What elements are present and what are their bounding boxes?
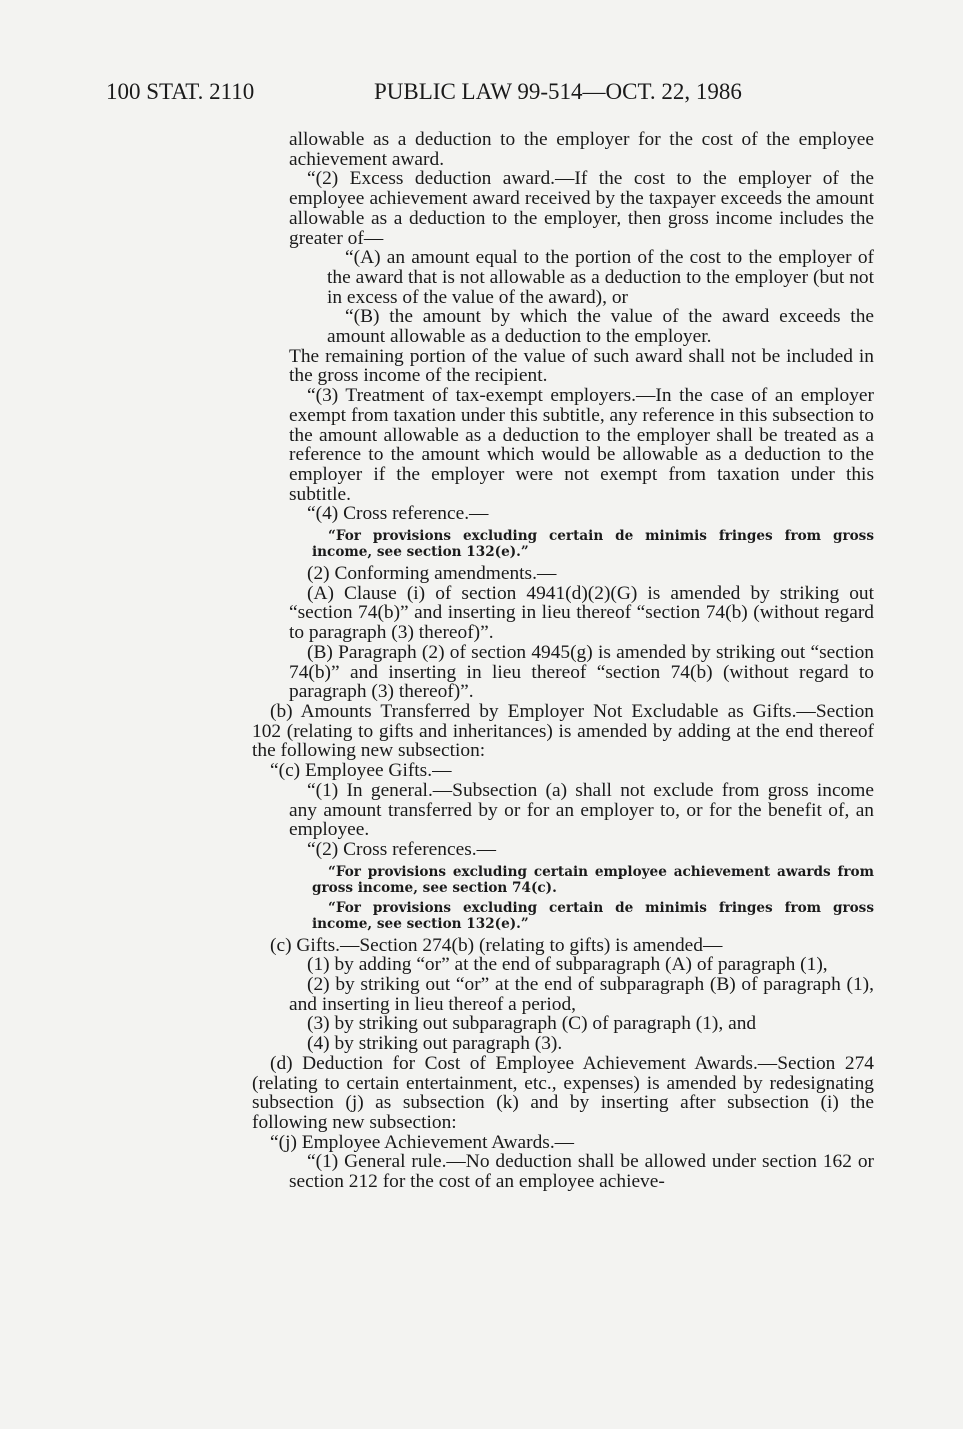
paragraph: “(c) Employee Gifts.— [270,760,452,782]
paragraph: (2) by striking out “or” at the end of subparagraph (B) of paragraph (1), and inserting in lieu thereof a period, [289,974,874,1015]
cross-reference-note: “For provisions excluding certain de minimis fringes from gross income, see section 132(e).” [312,528,874,561]
paragraph: “(4) Cross reference.— [307,503,489,525]
paragraph: “(3) Treatment of tax-exempt employers.—In the case of an employer exempt from taxation under this subtitle, any reference in this subsection to the amount allowable as a deduction to the employer shall be treated as a reference to the amount which would be allowable as a deduction to the employer if the employer were not exempt from taxation under this subtitle. [289,385,874,505]
document-body [252,130,874,1192]
paragraph: “(1) General rule.—No deduction shall be allowed under section 162 or section 212 for the cost of an employee achieve- [289,1151,874,1193]
paragraph: (4) by striking out paragraph (3). [307,1033,563,1055]
paragraph: (c) Gifts.—Section 274(b) (relating to gifts) is amended— [270,934,723,956]
public-law-title: PUBLIC LAW 99-514—OCT. 22, 1986 [374,79,742,104]
paragraph: (b) Amounts Transferred by Employer Not Excludable as Gifts.—Section 102 (relating to gifts and inheritances) is amended by adding at the end thereof the following new subsection: [252,700,874,762]
paragraph: The remaining portion of the value of such award shall not be included in the gross income of the recipient. [289,345,874,387]
paragraph: (2) Conforming amendments.— [307,563,557,585]
cross-reference-note: “For provisions excluding certain employee achievement awards from gross income, see section 74(c). [312,863,874,896]
paragraph: “(1) In general.—Subsection (a) shall not exclude from gross income any amount transferred by or for an employer to, or for the benefit of, an employee. [289,779,874,841]
paragraph: “(j) Employee Achievement Awards.— [270,1131,575,1153]
paragraph: “(A) an amount equal to the portion of the cost to the employer of the award that is not allowable as a deduction to the employer (but not in excess of the value of the award), or [327,247,874,308]
paragraph: allowable as a deduction to the employer for the cost of the employee achievement award. [289,129,874,170]
paragraph: (1) by adding “or” at the end of subparagraph (A) of paragraph (1), [307,954,828,976]
paragraph: (B) Paragraph (2) of section 4945(g) is amended by striking out “section 74(b)” and inserting in lieu thereof “section 74(b) (without regard to paragraph (3) thereof)”. [289,641,874,703]
paragraph: “(2) Cross references.— [307,838,496,860]
paragraph: (d) Deduction for Cost of Employee Achievement Awards.—Section 274 (relating to certain entertainment, etc., expenses) is amended by redesignating subsection (j) as subsection (k) and by inserting after subsection (i) the following new subsection: [252,1052,874,1133]
paragraph: (3) by striking out subparagraph (C) of paragraph (1), and [307,1013,757,1035]
paragraph: (A) Clause (i) of section 4941(d)(2)(G) is amended by striking out “section 74(b)” and inserting in lieu thereof “section 74(b) (without regard to paragraph (3) thereof)”. [289,582,874,644]
cross-reference-note: “For provisions excluding certain de minimis fringes from gross income, see section 132(e).” [312,899,874,932]
paragraph: “(B) the amount by which the value of the award exceeds the amount allowable as a deduction to the employer. [327,306,874,348]
statute-citation: 100 STAT. 2110 [106,79,255,104]
paragraph: “(2) Excess deduction award.—If the cost to the employer of the employee achievement award received by the taxpayer exceeds the amount allowable as a deduction to the employer, then gross income includes the greater of— [289,168,874,249]
